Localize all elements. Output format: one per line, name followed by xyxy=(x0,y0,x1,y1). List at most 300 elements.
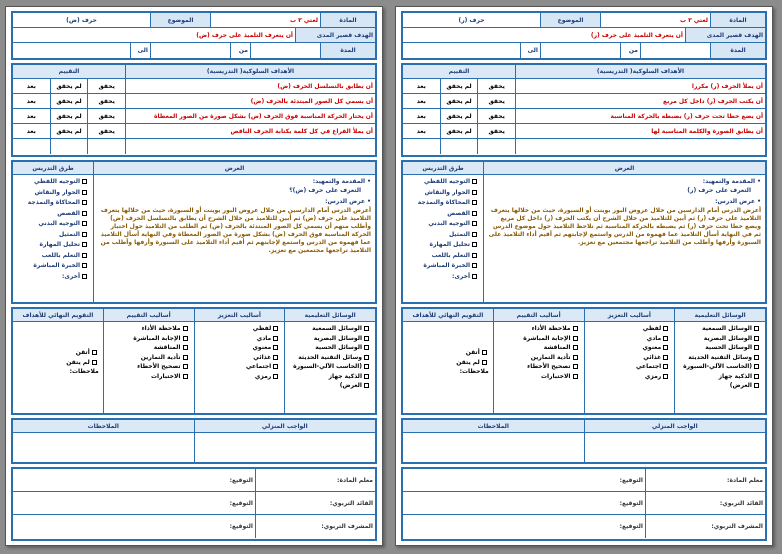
checkbox[interactable] xyxy=(663,336,668,341)
eval-option: لم يحقق xyxy=(50,109,88,123)
eval-option: يحقق xyxy=(87,94,125,108)
list-item-label: تأدية التمارين xyxy=(140,353,181,361)
signature-sign: التوقيع: xyxy=(619,476,643,484)
checkbox[interactable] xyxy=(573,355,578,360)
checkbox[interactable] xyxy=(183,364,188,369)
final-list xyxy=(403,322,493,413)
method-label: القصص xyxy=(447,209,470,217)
notes-header: الملاحظات xyxy=(403,420,584,432)
method-item xyxy=(407,240,479,251)
signature-role: القائد التربوي: xyxy=(645,492,765,514)
objective-text: أن يسمي كل الصور المبتدئة بالحرف (ض) xyxy=(125,94,375,108)
method-item xyxy=(17,188,89,199)
list-item-label: اجتماعي xyxy=(635,363,662,370)
checkbox[interactable] xyxy=(482,360,487,365)
checkbox[interactable] xyxy=(573,364,578,369)
checkbox[interactable] xyxy=(573,326,578,331)
media-header: الوسائل التعليمية xyxy=(674,309,765,321)
list-item-label: رمزي xyxy=(254,372,272,380)
list-item xyxy=(679,334,761,344)
list-item-label: المناقشة xyxy=(153,344,181,351)
eval-option: بعد xyxy=(26,82,36,90)
eval-option: لم يحقق xyxy=(440,124,478,138)
method-label: تحليل المهارة xyxy=(429,241,470,248)
eval-option: بعد xyxy=(26,112,36,120)
method-item xyxy=(407,209,479,220)
objective-text: أن يكتب الحرف (ر) داخل كل مربع xyxy=(515,94,765,108)
duration-label: المدة xyxy=(320,43,375,58)
eval-option: يحقق xyxy=(477,94,515,108)
method-item xyxy=(17,209,89,220)
reinforce-list xyxy=(194,322,285,413)
method-label: المحاكاة والنمذجة xyxy=(27,199,80,206)
eval-option: لم يحقق xyxy=(440,79,478,93)
eval-option: لم يحقق xyxy=(50,94,88,108)
topic-value: حرف (ر) xyxy=(458,16,485,24)
media-header: أساليب التقييم xyxy=(493,309,584,321)
method-label: الحوار والنقاش xyxy=(424,188,470,196)
evaluation-header: التقييم xyxy=(13,65,125,78)
eval-option: يحقق xyxy=(477,124,515,138)
goal-value: أن يتعرف التلميذ على حرف (ض) xyxy=(196,31,293,39)
list-item xyxy=(108,362,190,372)
signature-row xyxy=(403,469,765,492)
from-label: من xyxy=(620,43,640,58)
method-item xyxy=(17,272,89,283)
subject-value: لغتي ٣ ب xyxy=(210,13,320,27)
checkbox[interactable] xyxy=(573,336,578,341)
list-item xyxy=(498,324,580,334)
intro-text: التعرف على حرف (ر) xyxy=(687,187,751,194)
list-item xyxy=(108,343,190,353)
list-item xyxy=(589,334,671,344)
header-block xyxy=(401,11,767,60)
duration-label: المدة xyxy=(710,43,765,58)
list-item xyxy=(199,343,281,353)
list-item-label: لفظي xyxy=(252,325,272,332)
objective-row-empty xyxy=(13,139,375,154)
final-item xyxy=(407,348,489,358)
objectives-header: الأهداف السلوكية( التدريسية) xyxy=(125,65,375,78)
signature-block xyxy=(11,467,377,541)
list-item xyxy=(108,353,190,363)
list-item-label: وسائل التقنية الحديثة xyxy=(298,353,362,361)
eval-option: بعد xyxy=(416,112,426,120)
presentation-block xyxy=(11,160,377,304)
media-header: التقويم النهائي للأهداف xyxy=(403,309,493,321)
final-item xyxy=(17,358,99,368)
checkbox[interactable] xyxy=(573,345,578,350)
method-item xyxy=(17,177,89,188)
list-item xyxy=(108,324,190,334)
checkbox[interactable] xyxy=(754,355,759,360)
list-item-label: وسائل التقنية الحديثة xyxy=(688,353,752,361)
objective-text: أن يملأ الحرف (ر) مكررا xyxy=(515,79,765,93)
objective-row xyxy=(403,124,765,139)
list-item xyxy=(108,372,190,382)
signature-role: معلم المادة: xyxy=(645,469,765,491)
method-item xyxy=(407,198,479,209)
list-item xyxy=(679,372,761,382)
checkbox[interactable] xyxy=(364,336,369,341)
lesson-title: • عرض الدرس: xyxy=(325,198,371,205)
list-item xyxy=(679,381,761,391)
list-item-label: الوسائل الحسية xyxy=(705,344,752,351)
eval-option: لم يحقق xyxy=(440,94,478,108)
list-item xyxy=(589,353,671,363)
checkbox[interactable] xyxy=(273,345,278,350)
checkbox[interactable] xyxy=(82,242,87,247)
checkbox[interactable] xyxy=(472,179,477,184)
checkbox[interactable] xyxy=(183,326,188,331)
objective-row xyxy=(13,124,375,139)
list-item-label: الوسائل البصرية xyxy=(313,334,362,342)
method-label: التعلم باللعب xyxy=(41,251,80,259)
list-item-label: لفظي xyxy=(642,325,662,332)
topic-value: حرف (ض) xyxy=(66,16,97,24)
list-item-label: الذكية جهاز xyxy=(328,372,362,380)
checkbox[interactable] xyxy=(472,242,477,247)
list-item-label: الوسائل البصرية xyxy=(703,334,752,342)
objective-row xyxy=(13,94,375,109)
checkbox[interactable] xyxy=(82,253,87,258)
methods-header: طرق التدريس xyxy=(13,162,93,174)
list-item-label: مادي xyxy=(646,334,662,342)
subject-label: المادة xyxy=(320,13,375,27)
eval-option: يحقق xyxy=(87,79,125,93)
lesson-title: • عرض الدرس: xyxy=(715,198,761,205)
objective-text: أن يطابق الصورة والكلمة المناسبة لها xyxy=(515,124,765,138)
list-item xyxy=(589,362,671,372)
list-item-label: الذكية جهاز xyxy=(718,372,752,380)
list-item xyxy=(498,343,580,353)
list-item xyxy=(199,334,281,344)
list-item-label: اجتماعي xyxy=(245,363,272,370)
method-label: تحليل المهارة xyxy=(39,241,80,248)
method-label: التعلم باللعب xyxy=(431,251,470,259)
list-item xyxy=(289,324,371,334)
checkbox[interactable] xyxy=(482,350,487,355)
from-label: من xyxy=(230,43,250,58)
checkbox[interactable] xyxy=(364,355,369,360)
list-item-label: تأدية التمارين xyxy=(530,353,571,361)
method-item xyxy=(407,261,479,272)
list-item xyxy=(679,324,761,334)
media-header: أساليب التعزيز xyxy=(194,309,285,321)
lesson-plan-page-2 xyxy=(5,6,383,546)
media-header: أساليب التقييم xyxy=(103,309,194,321)
list-item xyxy=(289,362,371,372)
checkbox[interactable] xyxy=(754,364,759,369)
method-label: المحاكاة والنمذجة xyxy=(417,199,470,206)
objective-row xyxy=(403,79,765,94)
objective-text: أن يملأ الفراغ في كل كلمة بكتابة الحرف الناقص xyxy=(125,124,375,138)
presentation-header: العرض xyxy=(93,162,375,174)
list-item-label: غذائي xyxy=(643,353,662,361)
topic-label: الموضوع xyxy=(150,13,210,27)
list-item-label: رمزي xyxy=(644,372,662,380)
method-label: القصص xyxy=(57,209,80,217)
checkbox[interactable] xyxy=(92,350,97,355)
method-item xyxy=(17,251,89,262)
media-block xyxy=(11,307,377,415)
checkbox[interactable] xyxy=(472,232,477,237)
list-item xyxy=(199,324,281,334)
final-item-label: أتقن xyxy=(465,349,480,356)
checkbox[interactable] xyxy=(183,374,188,379)
subject-label: المادة xyxy=(710,13,765,27)
method-label: أخرى: xyxy=(61,272,80,280)
list-item xyxy=(289,353,371,363)
list-item-label: معنوي xyxy=(252,344,272,351)
checkbox[interactable] xyxy=(364,374,369,379)
checkbox[interactable] xyxy=(273,355,278,360)
homework-block xyxy=(11,418,377,464)
objective-text: أن يضع خطا تحت حرف (ر) بضبطه بالحركة المناسبة xyxy=(515,109,765,123)
list-item xyxy=(289,381,371,391)
checkbox[interactable] xyxy=(754,383,759,388)
signature-row xyxy=(403,515,765,538)
checkbox[interactable] xyxy=(472,211,477,216)
method-item xyxy=(17,219,89,230)
lesson-text: أعرض الدرس أمام الدارسين من خلال عروض البور بوينت أو السبورة، حيث من خلالها يتعرف التلاميذ على حرف (ض) ثم أبين للتلاميذ من خلال الشرح أن يطابق بالتسلسل الحرف (ض) وأطلب منهم أن يسمي كل الصور المبتدئة بالحرف (ض) ثم الطلب من التلاميذ حول اختيار الحركة المناسبة فوق الحرف (ض) بشكل صورة من الصور المعطاة وفي النهاية أسأل التلاميذ عما فهموه من الدرس واستمع لإجابتهم ثم أقيم أداء التلاميذ على السبورة وأرفها وأطلب من التلاميذ تراجعها مجتمعين مع تعزيز. xyxy=(100,207,371,254)
reinforce-list xyxy=(584,322,675,413)
checkbox[interactable] xyxy=(472,263,477,268)
signature-sign: التوقيع: xyxy=(229,523,253,530)
list-item xyxy=(289,343,371,353)
method-item xyxy=(17,230,89,241)
checkbox[interactable] xyxy=(273,326,278,331)
objectives-block xyxy=(401,63,767,157)
method-item xyxy=(17,198,89,209)
checkbox[interactable] xyxy=(82,179,87,184)
goal-label: الهدف قصير المدى xyxy=(295,28,375,42)
notes-header: الملاحظات xyxy=(13,420,194,432)
signature-block xyxy=(401,467,767,541)
checkbox[interactable] xyxy=(183,355,188,360)
checkbox[interactable] xyxy=(82,263,87,268)
checkbox[interactable] xyxy=(82,232,87,237)
list-item xyxy=(199,353,281,363)
checkbox[interactable] xyxy=(273,336,278,341)
subject-value: لغتي ٣ ب xyxy=(600,13,710,27)
method-label: أخرى: xyxy=(451,272,470,280)
eval-option: بعد xyxy=(416,82,426,90)
final-item-label: ملاحظات: xyxy=(69,368,99,375)
final-item xyxy=(407,358,489,368)
final-item-label: لم يتقن xyxy=(456,358,480,366)
signature-role: المشرف التربوي: xyxy=(645,515,765,538)
checkbox[interactable] xyxy=(472,200,477,205)
signature-sign: التوقيع: xyxy=(619,499,643,507)
list-item-label: (الحاسب الآلي-السبورة xyxy=(293,363,362,370)
objective-row xyxy=(13,109,375,124)
eval-option: يحقق xyxy=(477,109,515,123)
eval-option: بعد xyxy=(416,97,426,105)
signature-role: القائد التربوي: xyxy=(255,492,375,514)
method-label: الحوار والنقاش xyxy=(34,188,80,196)
signature-role: المشرف التربوي: xyxy=(255,515,375,538)
list-item-label: تصحيح الأخطاء xyxy=(527,363,571,370)
checkbox[interactable] xyxy=(183,336,188,341)
checkbox[interactable] xyxy=(663,374,668,379)
checkbox[interactable] xyxy=(754,326,759,331)
checkbox[interactable] xyxy=(663,326,668,331)
checkbox[interactable] xyxy=(273,364,278,369)
homework-header: الواجب المنزلي xyxy=(194,420,376,432)
list-item-label: الإجابة المباشرة xyxy=(133,334,181,342)
eval-option: بعد xyxy=(26,97,36,105)
eval-option: لم يحقق xyxy=(440,109,478,123)
list-item-label: الاختبارات xyxy=(150,372,181,380)
checkbox[interactable] xyxy=(754,374,759,379)
assess-list xyxy=(103,322,194,413)
methods-header: طرق التدريس xyxy=(403,162,483,174)
list-item xyxy=(289,372,371,382)
checkbox[interactable] xyxy=(573,374,578,379)
eval-option: يحقق xyxy=(477,79,515,93)
signature-sign: التوقيع: xyxy=(229,499,253,507)
presentation-header: العرض xyxy=(483,162,765,174)
list-item-label: معنوي xyxy=(642,344,662,351)
checkbox[interactable] xyxy=(364,383,369,388)
eval-option: لم يحقق xyxy=(50,124,88,138)
list-item-label: غذائي xyxy=(253,353,272,361)
checkbox[interactable] xyxy=(754,336,759,341)
signature-sign: التوقيع: xyxy=(229,476,253,484)
eval-option: يحقق xyxy=(87,124,125,138)
list-item xyxy=(498,372,580,382)
objective-row xyxy=(13,79,375,94)
lesson-text: أعرض الدرس أمام الدارسين من خلال عروض البور بوينت أو السبورة، حيث من خلالها يتعرف التلاميذ على حرف (ر) ثم أبين للتلاميذ من خلال الشرح أن يكتب الحرف (ر) داخل كل مربع ويضع خطا تحت حرف (ر) ثم يضبطه بالحركة المناسبة ثم نلاحظ التلاميذ حول موضوع الدرس ثم في النهاية أسأل التلاميذ عما فهموه من الدرس واستمع لإجابتهم ثم أقيم أداء التلاميذ على السبورة وأرفها وأطلب من التلاميذ تراجعها مجتمعين مع تعزيز. xyxy=(488,207,761,246)
to-label: الى xyxy=(130,43,150,58)
objectives-header: الأهداف السلوكية( التدريسية) xyxy=(515,65,765,78)
checkbox[interactable] xyxy=(472,274,477,279)
method-label: التوجيه البدني xyxy=(38,220,80,227)
list-item-label: العرض) xyxy=(729,382,752,389)
objective-text: أن يطابق بالتسلسل الحرف (ض) xyxy=(125,79,375,93)
list-item xyxy=(199,362,281,372)
checkbox[interactable] xyxy=(82,200,87,205)
list-item xyxy=(289,334,371,344)
list-item xyxy=(199,372,281,382)
signature-row xyxy=(13,515,375,538)
final-item xyxy=(17,367,99,377)
method-label: الخبرة المباشرة xyxy=(423,262,470,269)
method-item xyxy=(407,251,479,262)
method-item xyxy=(407,188,479,199)
signature-sign: التوقيع: xyxy=(619,523,643,530)
method-label: التوجيه اللفظي xyxy=(33,178,80,185)
list-item-label: ملاحظة الأداء xyxy=(141,325,181,332)
checkbox[interactable] xyxy=(663,364,668,369)
list-item xyxy=(498,334,580,344)
list-item-label: الوسائل الحسية xyxy=(315,344,362,351)
checkbox[interactable] xyxy=(472,190,477,195)
list-item xyxy=(589,372,671,382)
checkbox[interactable] xyxy=(92,360,97,365)
checkbox[interactable] xyxy=(663,345,668,350)
media-list xyxy=(674,322,765,413)
list-item-label: (الحاسب الآلي-السبورة xyxy=(683,363,752,370)
checkbox[interactable] xyxy=(82,221,87,226)
list-item xyxy=(108,334,190,344)
method-label: التوجيه اللفظي xyxy=(423,178,470,185)
intro-text: التعرف على حرف (ض)؟ xyxy=(289,187,361,194)
final-list xyxy=(13,322,103,413)
checkbox[interactable] xyxy=(82,274,87,279)
method-item xyxy=(407,272,479,283)
list-item-label: تصحيح الأخطاء xyxy=(137,363,181,370)
media-header: الوسائل التعليمية xyxy=(284,309,375,321)
list-item-label: مادي xyxy=(256,334,272,342)
presentation-block xyxy=(401,160,767,304)
topic-label: الموضوع xyxy=(540,13,600,27)
goal-value: أن يتعرف التلميذ على حرف (ر) xyxy=(590,31,683,39)
method-label: التوجيه البدني xyxy=(428,220,470,227)
method-label: الخبرة المباشرة xyxy=(33,262,80,269)
media-list xyxy=(284,322,375,413)
objective-row-empty xyxy=(403,139,765,154)
checkbox[interactable] xyxy=(364,326,369,331)
final-item xyxy=(407,367,489,377)
to-label: الى xyxy=(520,43,540,58)
checkbox[interactable] xyxy=(364,364,369,369)
list-item-label: المناقشة xyxy=(543,344,571,351)
signature-row xyxy=(403,492,765,515)
method-item xyxy=(17,261,89,272)
checkbox[interactable] xyxy=(82,190,87,195)
checkbox[interactable] xyxy=(273,374,278,379)
signature-row xyxy=(13,492,375,515)
checkbox[interactable] xyxy=(472,221,477,226)
methods-list xyxy=(403,175,483,302)
list-item xyxy=(679,343,761,353)
list-item-label: الإجابة المباشرة xyxy=(523,334,571,342)
final-item-label: ملاحظات: xyxy=(459,368,489,375)
final-item-label: لم يتقن xyxy=(66,358,90,366)
goal-label: الهدف قصير المدى xyxy=(685,28,765,42)
method-label: التمثيل xyxy=(448,230,470,238)
list-item-label: ملاحظة الأداء xyxy=(531,325,571,332)
checkbox[interactable] xyxy=(472,253,477,258)
list-item xyxy=(498,353,580,363)
method-item xyxy=(407,219,479,230)
list-item-label: الوسائل السمعية xyxy=(312,325,362,332)
lesson-plan-page-1 xyxy=(395,6,773,546)
eval-option: يحقق xyxy=(87,109,125,123)
assess-list xyxy=(493,322,584,413)
checkbox[interactable] xyxy=(663,355,668,360)
checkbox[interactable] xyxy=(183,345,188,350)
checkbox[interactable] xyxy=(754,345,759,350)
eval-option: بعد xyxy=(26,127,36,135)
intro-title: • المقدمة والتمهيد: xyxy=(312,178,371,185)
objectives-block xyxy=(11,63,377,157)
list-item xyxy=(589,324,671,334)
final-item xyxy=(17,348,99,358)
checkbox[interactable] xyxy=(82,211,87,216)
checkbox[interactable] xyxy=(364,345,369,350)
method-item xyxy=(407,230,479,241)
objective-row xyxy=(403,94,765,109)
list-item-label: الاختبارات xyxy=(540,372,571,380)
list-item-label: العرض) xyxy=(339,382,362,389)
list-item xyxy=(679,362,761,372)
signature-role: معلم المادة: xyxy=(255,469,375,491)
media-header: أساليب التعزيز xyxy=(584,309,675,321)
eval-option: لم يحقق xyxy=(50,79,88,93)
